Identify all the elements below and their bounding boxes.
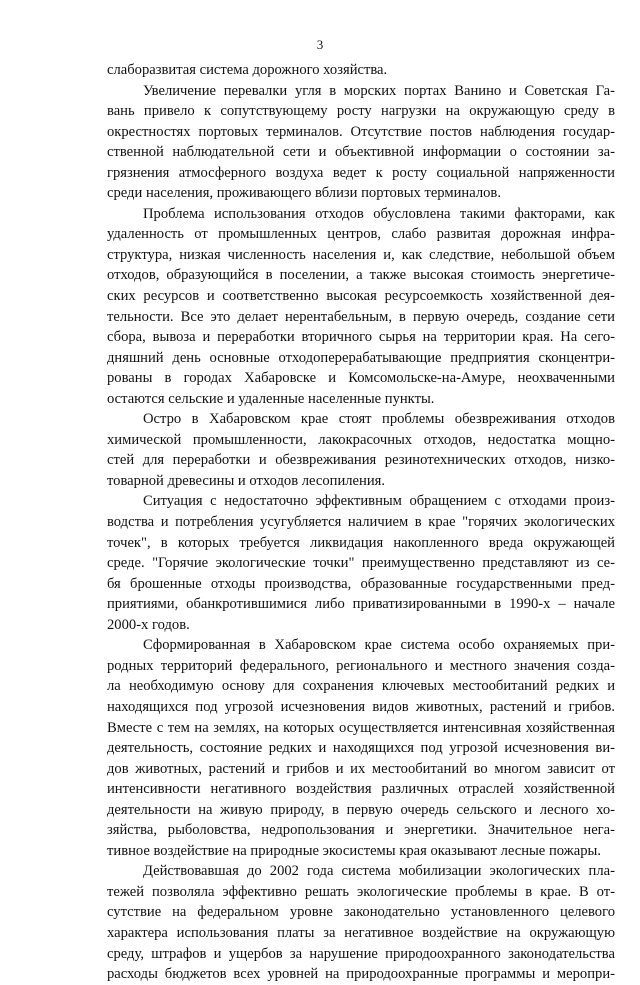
text-line: приятиями, обанкротившимися либо приватизированными в 1990-х – начале bbox=[107, 596, 615, 613]
text-line: бя брошенные отходы производства, образованные государственными пред- bbox=[107, 575, 615, 592]
text-line: удаленность от промышленных центров, слабо развитая дорожная инфра- bbox=[107, 226, 615, 243]
text-line: Сформированная в Хабаровском крае система особо охраняемых при- bbox=[143, 637, 615, 654]
paragraph bbox=[107, 861, 615, 984]
text-line: Вместе с тем на землях, на которых осуществляется интенсивная хозяйственная bbox=[107, 719, 615, 736]
text-line: среду, штрафов и ущербов за нарушение природоохранного законодательства bbox=[107, 945, 615, 962]
text-line: Ситуация с недостаточно эффективным обращением с отходами произ- bbox=[143, 493, 615, 510]
text-line: характера использования платы за негативное воздействие на окружающую bbox=[107, 924, 615, 941]
text-line: ских ресурсов и соответственно высокая ресурсоемкость хозяйственной дея- bbox=[107, 288, 615, 305]
text-line: среде. "Горячие экологические точки" преимущественно представляют из се- bbox=[107, 555, 615, 572]
text-line: Увеличение перевалки угля в морских портах Ванино и Советская Га- bbox=[143, 82, 615, 99]
text-line: химической промышленности, лакокрасочных отходов, недостатка мощно- bbox=[107, 431, 615, 448]
page-number: 3 bbox=[316, 37, 324, 52]
text-line: окрестностях портовых терминалов. Отсутствие постов наблюдения государ- bbox=[107, 123, 615, 140]
text-line: 2000-х годов. bbox=[107, 616, 190, 633]
text-line: тивное воздействие на природные экосистемы края оказывают лесные пожары. bbox=[107, 842, 601, 859]
text-line: товарной древесины и отходов лесопиления. bbox=[107, 472, 385, 489]
text-line: структура, низкая численность населения и, как следствие, небольшой объем bbox=[107, 246, 615, 263]
text-line: отходов, образующийся в поселении, а также высокая стоимость энергетиче- bbox=[107, 267, 615, 284]
text-line: находящихся под угрозой исчезновения видов животных, растений и грибов. bbox=[107, 698, 615, 715]
text-line: Проблема использования отходов обусловлена такими факторами, как bbox=[143, 205, 615, 222]
text-line: тельности. Все это делает нерентабельным, в первую очередь, создание сети bbox=[107, 308, 615, 325]
text-line: дняшний день основные отходоперерабатывающие предприятия сконцентри- bbox=[107, 349, 615, 366]
text-line: ла необходимую основу для сохранения ключевых местообитаний редких и bbox=[107, 678, 615, 695]
text-line: Остро в Хабаровском крае стоят проблемы обезвреживания отходов bbox=[143, 411, 615, 428]
paragraph bbox=[107, 491, 615, 635]
text-line: точек", в которых требуется ликвидация накопленного вреда окружающей bbox=[107, 534, 615, 551]
text-line: остаются сельские и удаленные населенные пункты. bbox=[107, 390, 435, 407]
text-line: деятельности на живую природу, в первую очередь сельского и лесного хо- bbox=[107, 801, 615, 818]
paragraph bbox=[107, 635, 615, 861]
text-line: деятельность, состояние редких и находящихся под угрозой исчезновения ви- bbox=[107, 740, 615, 757]
text-line: тежей позволяла эффективно решать экологические проблемы в крае. В от- bbox=[107, 883, 615, 900]
text-line: дов животных, растений и грибов и их местообитаний во многом зависит от bbox=[107, 760, 615, 777]
text-line: Действовавшая до 2002 года система мобилизации экологических пла- bbox=[143, 863, 615, 880]
paragraph bbox=[107, 81, 615, 204]
paragraph bbox=[107, 409, 615, 491]
text-line: сбора, вывоза и переработки вторичного сырья на территории края. На сего- bbox=[107, 329, 615, 346]
text-line: рованы в городах Хабаровске и Комсомольске-на-Амуре, неохваченными bbox=[107, 370, 615, 387]
text-line: слаборазвитая система дорожного хозяйства. bbox=[107, 62, 388, 78]
paragraph bbox=[107, 204, 615, 409]
text-line: сутствие на федеральном уровне законодательно установленного целевого bbox=[107, 904, 615, 921]
text-line: расходы бюджетов всех уровней на природоохранные программы и меропри- bbox=[107, 966, 615, 983]
text-line: водства и потребления усугубляется наличием в крае "горячих экологических bbox=[107, 514, 615, 531]
text-line: среди населения, проживающего вблизи портовых терминалов. bbox=[107, 185, 501, 202]
text-line: интенсивности негативного воздействия различных отраслей хозяйственной bbox=[107, 781, 615, 798]
text-line: зяйства, рыболовства, недропользования и энергетики. Значительное нега- bbox=[107, 822, 615, 839]
text-line: родных территорий федерального, регионального и местного значения созда- bbox=[107, 657, 615, 674]
paragraph bbox=[107, 60, 615, 81]
text-line: грязнения атмосферного воздуха ведет к росту социальной напряженности bbox=[107, 164, 615, 181]
text-line: стей для переработки и обезвреживания резинотехнических отходов, низко- bbox=[107, 452, 615, 469]
text-line: вань привело к сопутствующему росту нагрузки на окружающую среду в bbox=[107, 103, 615, 120]
document-body bbox=[107, 60, 615, 985]
text-line: ственной наблюдательной сети и объективной информации о состоянии за- bbox=[107, 144, 615, 161]
